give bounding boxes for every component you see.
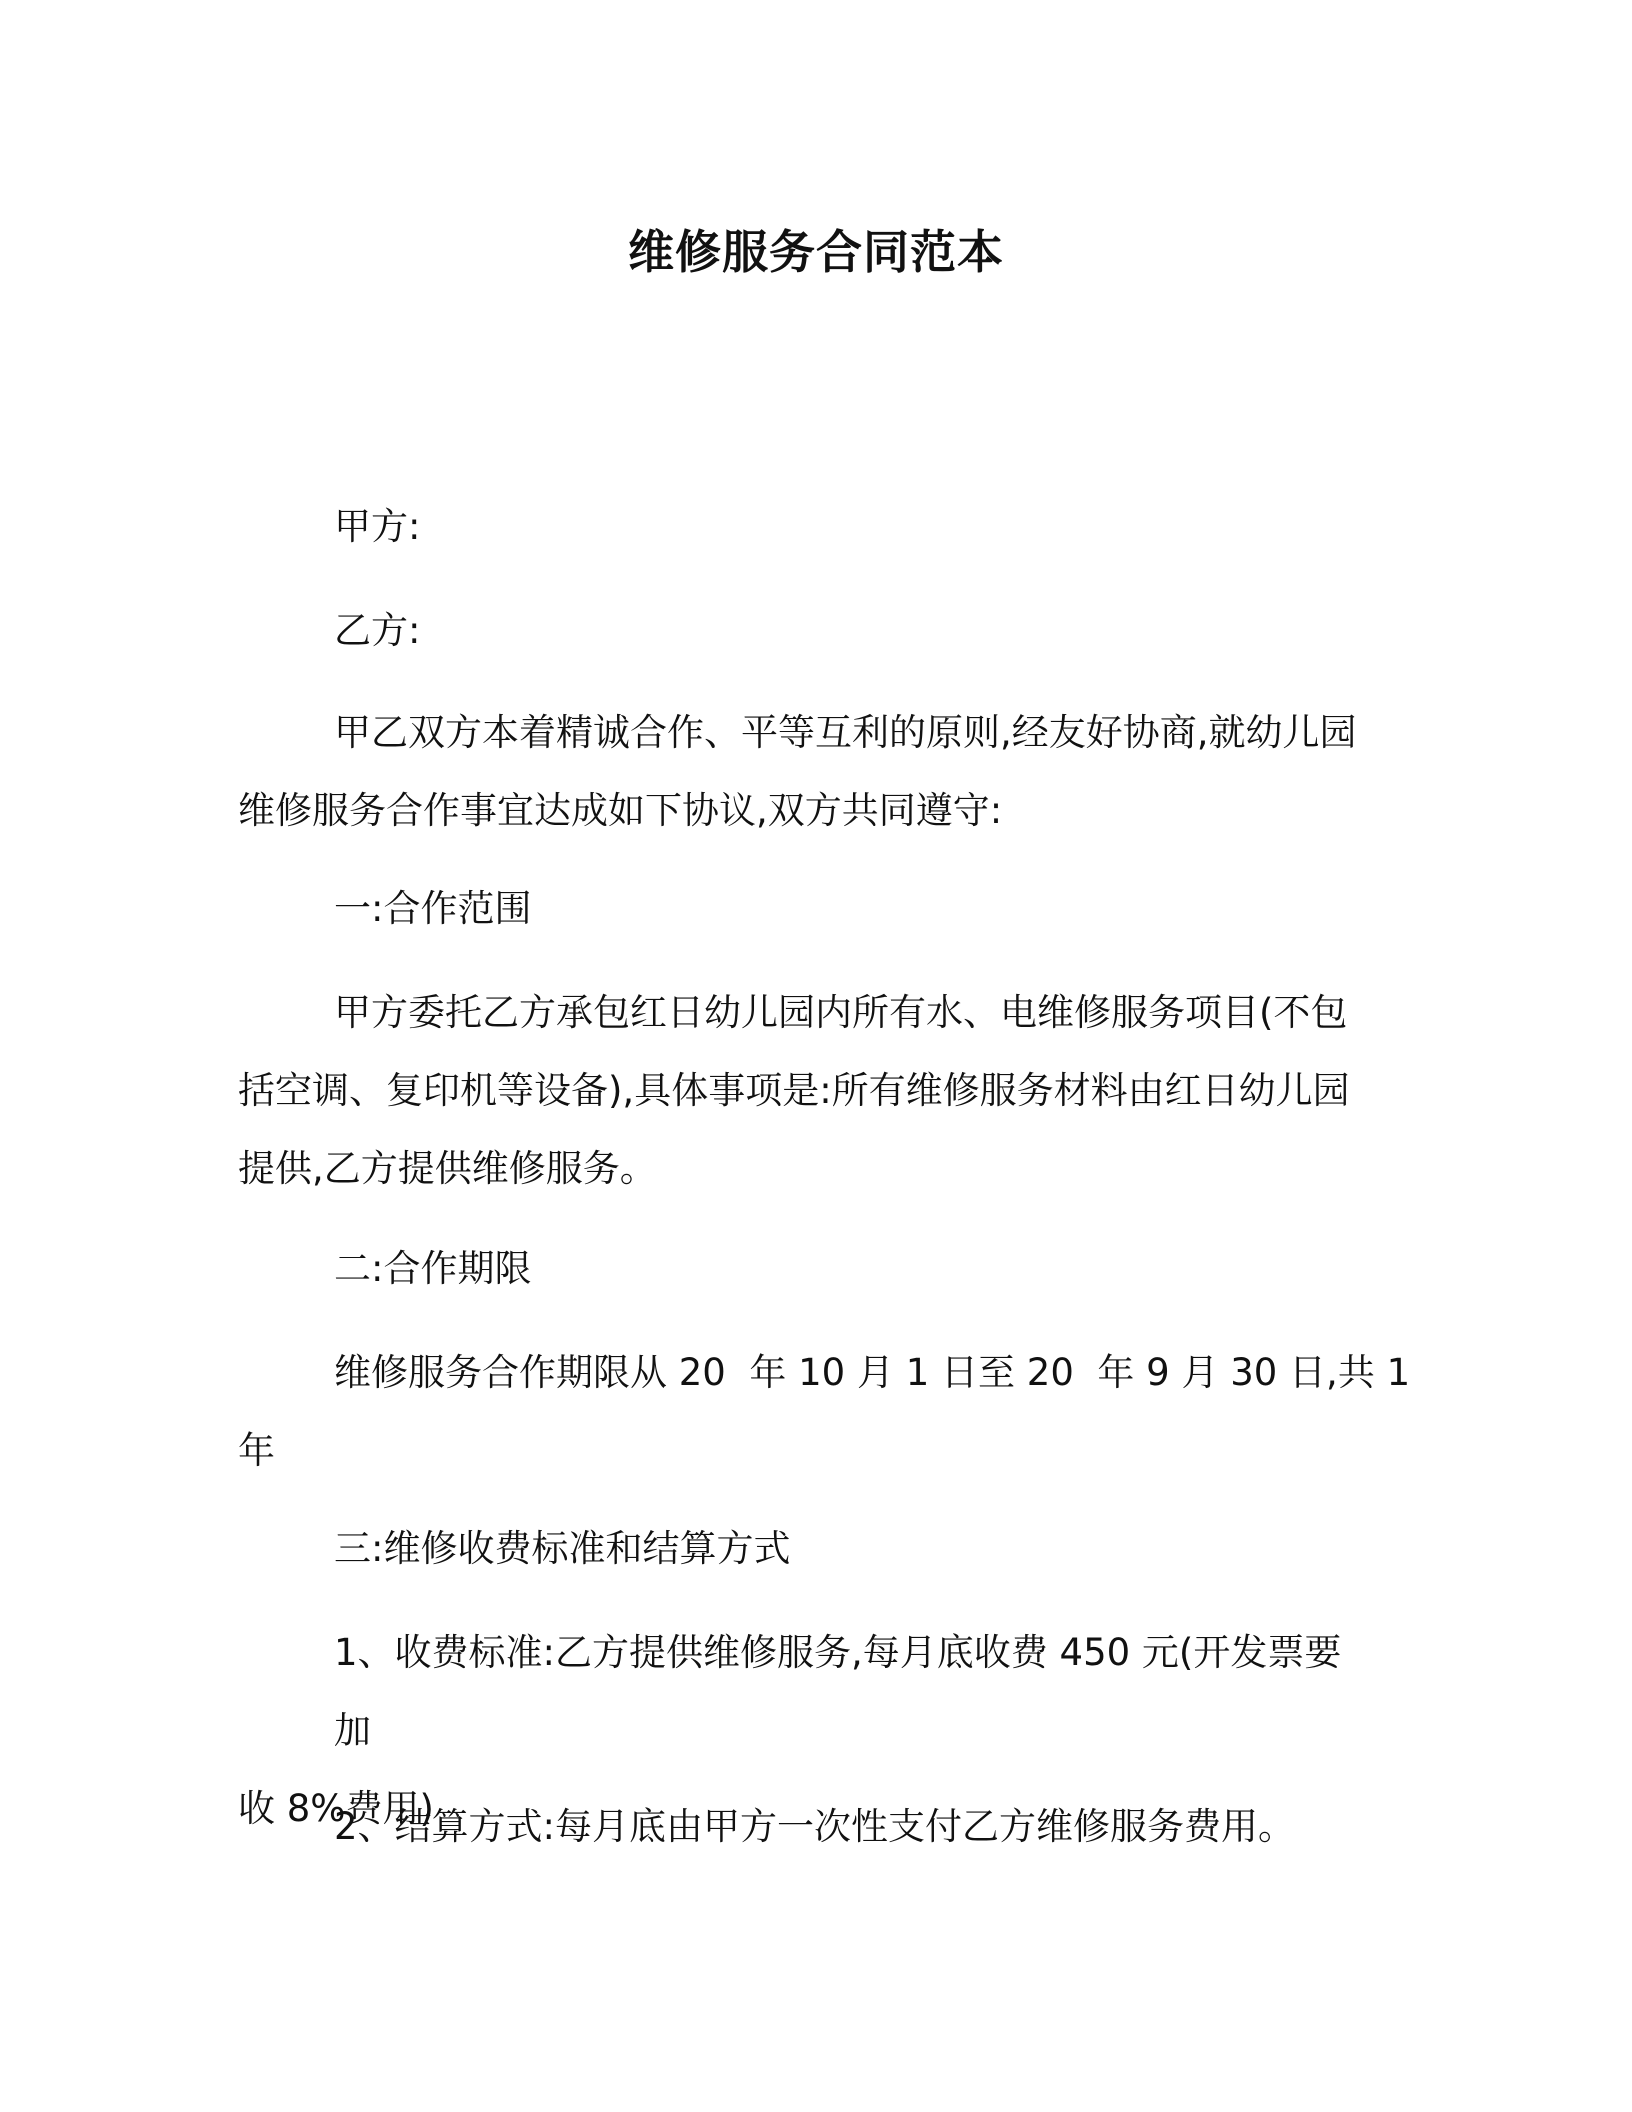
party-b-text: 乙方: [334, 609, 421, 652]
party-a-label [238, 488, 1378, 566]
intro-line-2: 维修服务合作事宜达成如下协议,双方共同遵守: [238, 789, 1003, 832]
section-3-heading-text: 三:维修收费标准和结算方式 [334, 1527, 791, 1570]
intro-line-1: 甲乙双方本着精诚合作、平等互利的原则,经友好协商,就幼儿园 [334, 711, 1357, 754]
section-2-line-2: 年 [238, 1429, 275, 1472]
party-b-label [238, 592, 1378, 670]
section-1-heading-text: 一:合作范围 [334, 887, 532, 930]
item-2-paragraph [238, 1788, 1378, 1866]
section-2-body [238, 1334, 1411, 1490]
section-2-heading [238, 1230, 1378, 1308]
item-2-text: 2、结算方式:每月底由甲方一次性支付乙方维修服务费用。 [334, 1805, 1296, 1848]
section-2-heading-text: 二:合作期限 [334, 1247, 532, 1290]
section-1-line-1: 甲方委托乙方承包红日幼儿园内所有水、电维修服务项目(不包 [334, 991, 1348, 1034]
section-3-heading [238, 1510, 1378, 1588]
section-1-line-3: 提供,乙方提供维修服务。 [238, 1147, 657, 1190]
document-title: 维修服务合同范本 [628, 225, 1004, 279]
item-1-line-1: 1、收费标准:乙方提供维修服务,每月底收费 450 元(开发票要加 [334, 1631, 1342, 1752]
item-1-line-2: 收 8%费用) [238, 1787, 434, 1830]
section-1-line-2: 括空调、复印机等设备),具体事项是:所有维修服务材料由红日幼儿园 [238, 1069, 1350, 1112]
intro-paragraph [238, 694, 1378, 850]
party-a-text: 甲方: [334, 505, 421, 548]
section-1-heading [238, 870, 1378, 948]
section-1-body [238, 974, 1378, 1208]
section-2-line-1: 维修服务合作期限从 20 年 10 月 1 日至 20 年 9 月 30 日,共 1 [334, 1351, 1411, 1394]
